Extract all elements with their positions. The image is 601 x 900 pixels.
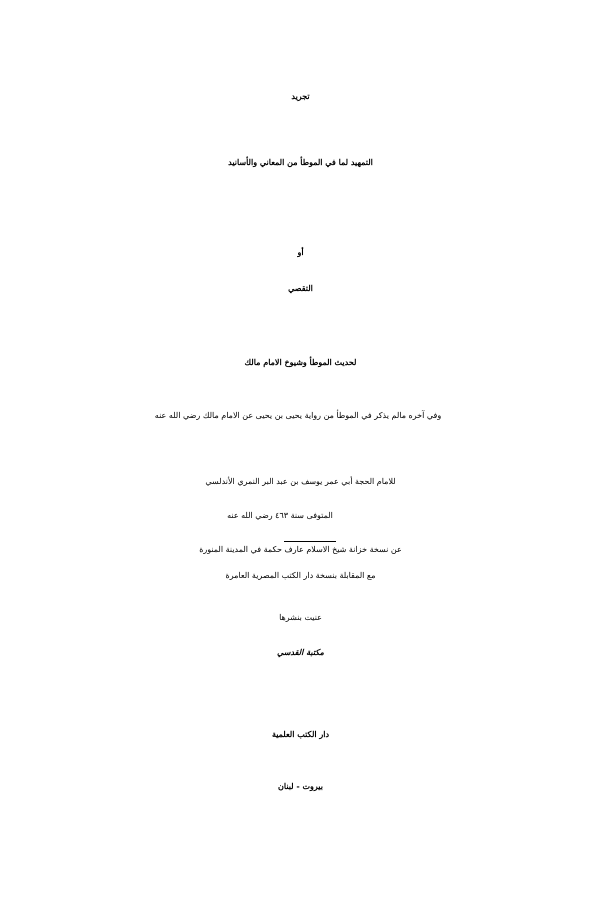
death-date: المتوفى سنة ٤٦٣ رضي الله عنه xyxy=(227,511,333,520)
maktaba-logo-text: مكتبة القدسي xyxy=(277,647,324,657)
author-line: للامام الحجة أبي عمر يوسف بن عبد البر النمري الأندلسي xyxy=(205,477,396,486)
manuscript-source: عن نسخة خزانة شيخ الاسلام عارف حكمة في المدينة المنورة xyxy=(199,545,402,554)
collation-source: مع المقابلة بنسخة دار الكتب المصرية العامرة xyxy=(225,571,376,580)
or-connector: أو xyxy=(297,247,304,257)
alternate-title: التقصي xyxy=(288,283,313,293)
title-prefix: تجريد xyxy=(291,91,310,101)
subtitle: لحديث الموطأ وشيوخ الامام مالك xyxy=(244,357,357,367)
publisher-name: دار الكتب العلمية xyxy=(271,729,330,739)
appendix-note: وفي آخره مالم يذكر في الموطأ من رواية يحيى بن يحيى عن الامام مالك رضي الله عنه xyxy=(154,411,442,420)
divider xyxy=(284,541,336,542)
publication-note: عنيت بنشرها xyxy=(279,613,322,622)
publisher-city: بيروت - لبنان xyxy=(278,781,323,791)
main-title: التمهيد لما في الموطأ من المعاني والأسانيد xyxy=(228,157,373,167)
